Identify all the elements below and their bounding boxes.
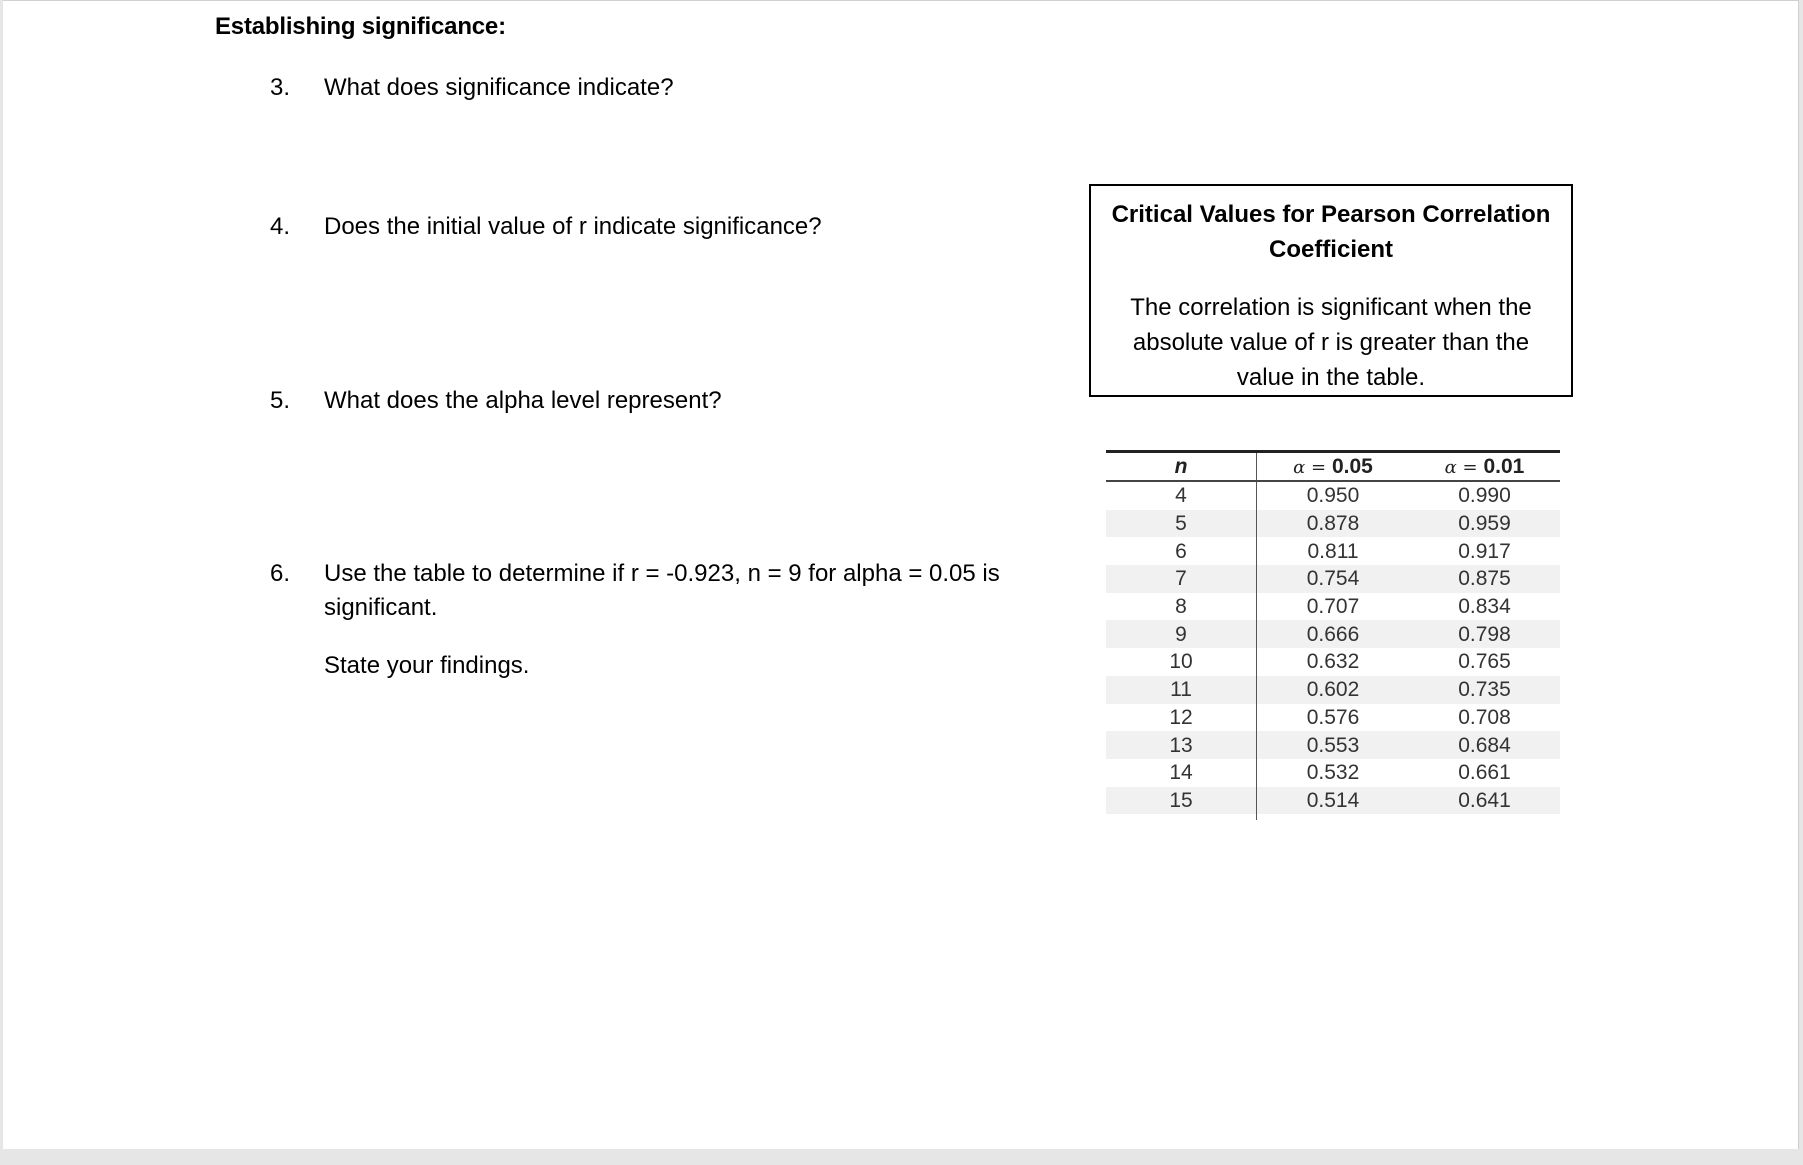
table-cell-n: 14 xyxy=(1106,759,1257,787)
question-number: 4. xyxy=(270,213,291,240)
question-number: 5. xyxy=(270,387,291,414)
table-cell-alpha-05: 0.950 xyxy=(1306,484,1360,508)
table-cell-n: 4 xyxy=(1106,481,1257,510)
section-heading: Establishing significance: xyxy=(215,13,506,40)
table-cell-n: 12 xyxy=(1106,704,1257,732)
table-cell-alpha-05: 0.553 xyxy=(1257,731,1410,759)
table-cell-alpha-01: 0.990 xyxy=(1458,484,1511,508)
table-row xyxy=(1106,704,1560,732)
critical-values-table xyxy=(1106,450,1560,820)
table-row xyxy=(1106,759,1560,787)
table-cell-n: 15 xyxy=(1106,787,1257,815)
table-cell-alpha-01: 0.708 xyxy=(1458,705,1511,729)
info-box-description: The correlation is significant when the absolute value of r is greater than the value in the table. xyxy=(1130,294,1532,391)
table-cell-alpha-05: 0.707 xyxy=(1306,595,1360,619)
table-cell-n: 8 xyxy=(1106,593,1257,621)
table-cell-alpha-05: 0.514 xyxy=(1257,787,1410,815)
table-cell-alpha-05: 0.632 xyxy=(1306,650,1360,674)
table-cell-n: 5 xyxy=(1106,510,1257,538)
alpha-symbol: α = xyxy=(1293,456,1327,478)
table-cell-alpha-01: 0.661 xyxy=(1458,761,1511,785)
table-cell-alpha-01: 0.798 xyxy=(1409,620,1560,648)
table-cell-alpha-05: 0.878 xyxy=(1257,510,1410,538)
table-body xyxy=(1106,481,1560,820)
table-cutoff-cell xyxy=(1409,814,1560,820)
critical-values-info-box xyxy=(1089,184,1573,397)
table-row xyxy=(1106,481,1560,510)
alpha-value: 0.01 xyxy=(1483,454,1525,478)
table-cell-alpha-05: 0.602 xyxy=(1257,676,1410,704)
table-cell-alpha-01: 0.735 xyxy=(1409,676,1560,704)
table-row xyxy=(1106,620,1560,648)
question-text: What does the alpha level represent? xyxy=(324,387,722,414)
table-header-row xyxy=(1106,452,1560,482)
table-cell-alpha-05: 0.666 xyxy=(1257,620,1410,648)
table-cell-n: 11 xyxy=(1106,676,1257,704)
table-row xyxy=(1106,787,1560,815)
table-row xyxy=(1106,676,1560,704)
column-header-alpha-01 xyxy=(1409,452,1560,482)
table-cutoff-cell xyxy=(1257,814,1410,820)
table-cell-alpha-01: 0.684 xyxy=(1409,731,1560,759)
table-cell-alpha-01: 0.959 xyxy=(1409,510,1560,538)
table-row xyxy=(1106,593,1560,621)
table-cell-alpha-01: 0.641 xyxy=(1409,787,1560,815)
table-cell-n: 10 xyxy=(1106,648,1257,676)
table-cell-alpha-01: 0.917 xyxy=(1458,539,1511,563)
table-cell-n: 7 xyxy=(1106,565,1257,593)
question-text-block xyxy=(324,557,1044,683)
alpha-symbol: α = xyxy=(1444,456,1478,478)
alpha-value: 0.05 xyxy=(1331,454,1373,478)
question-text: Does the initial value of r indicate significance? xyxy=(324,213,822,240)
table-cell-n: 13 xyxy=(1106,731,1257,759)
column-header-n: n xyxy=(1106,452,1257,482)
table-cell-n: 6 xyxy=(1106,537,1257,565)
question-number: 3. xyxy=(270,74,291,101)
question-text: What does significance indicate? xyxy=(324,74,674,101)
table-row xyxy=(1106,731,1560,759)
document-page xyxy=(3,0,1799,1149)
question-number: 6. xyxy=(270,560,291,587)
table-cell-alpha-05: 0.576 xyxy=(1306,705,1360,729)
table-cell-alpha-01: 0.765 xyxy=(1458,650,1511,674)
question-followup: State your findings. xyxy=(324,652,530,679)
table-row xyxy=(1106,565,1560,593)
info-box-title: Critical Values for Pearson Correlation Coefficient xyxy=(1111,201,1551,263)
table-row xyxy=(1106,537,1560,565)
table-cutoff-row xyxy=(1106,814,1560,820)
table-cell-alpha-01: 0.834 xyxy=(1458,595,1511,619)
table-cell-alpha-05: 0.754 xyxy=(1257,565,1410,593)
table-cell-alpha-05: 0.532 xyxy=(1306,761,1360,785)
column-header-alpha-05 xyxy=(1257,452,1410,482)
table-row xyxy=(1106,510,1560,538)
table-cell-n: 9 xyxy=(1106,620,1257,648)
question-text: Use the table to determine if r = -0.923, n = 9 for alpha = 0.05 is significant. xyxy=(324,560,1000,621)
table-row xyxy=(1106,648,1560,676)
table-cutoff-cell xyxy=(1106,814,1257,820)
table-cell-alpha-01: 0.875 xyxy=(1409,565,1560,593)
table-cell-alpha-05: 0.811 xyxy=(1307,539,1359,563)
